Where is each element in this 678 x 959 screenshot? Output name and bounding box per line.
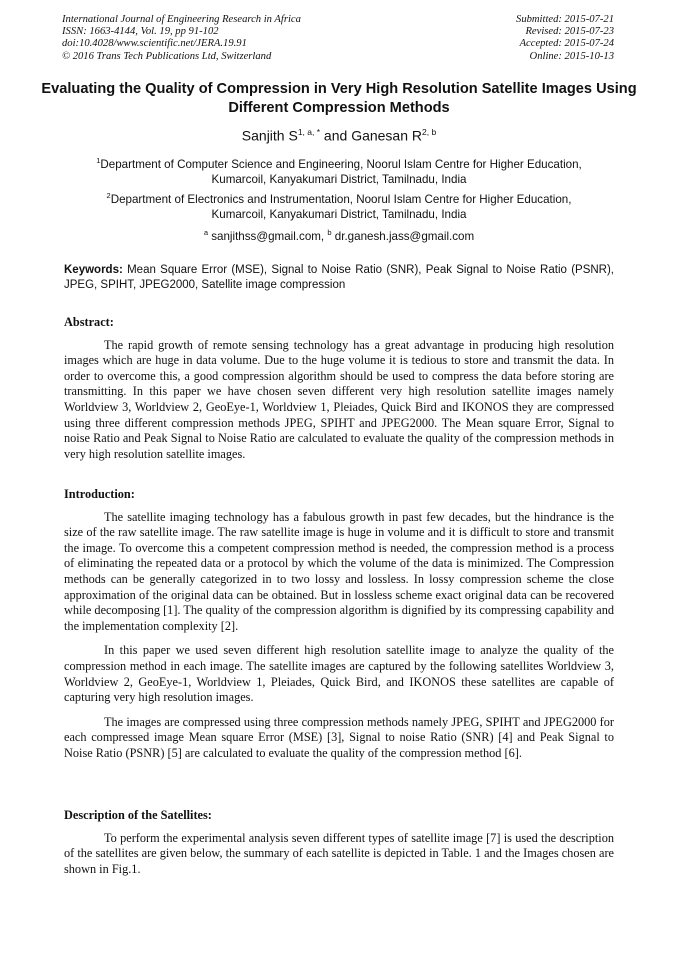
journal-header-right — [516, 14, 614, 63]
email-b-mark: b — [327, 228, 332, 237]
author-line — [0, 123, 678, 145]
satellite-description-section — [64, 808, 614, 886]
journal-header-left — [62, 14, 301, 63]
author-1-name: Sanjith S — [241, 127, 298, 144]
affiliation-1 — [40, 153, 638, 188]
introduction-heading: Introduction: — [64, 487, 135, 501]
affiliation-1-line1: Department of Computer Science and Engineering, Noorul Islam Centre for Higher Education, — [100, 157, 582, 171]
satellite-description-heading: Description of the Satellites: — [64, 808, 212, 822]
keywords-label: Keywords: — [64, 264, 123, 276]
email-b-link[interactable]: dr.ganesh.jass@gmail.com — [334, 229, 475, 243]
author-2-marks: 2, b — [422, 127, 437, 137]
keywords-block — [64, 263, 614, 293]
affiliation-2 — [40, 188, 638, 223]
date-accepted: Accepted: 2015-07-24 — [519, 38, 614, 50]
introduction-section — [64, 487, 614, 771]
journal-doi[interactable]: doi:10.4028/www.scientific.net/JERA.19.91 — [62, 38, 247, 50]
affiliation-1-line2: Kumarcoil, Kanyakumari District, Tamilnadu, India — [211, 173, 467, 187]
journal-copyright: © 2016 Trans Tech Publications Ltd, Switzerland — [62, 50, 272, 62]
affiliation-2-line1: Department of Electronics and Instrumentation, Noorul Islam Centre for Higher Education, — [110, 192, 572, 206]
author-conjunction: and — [320, 127, 352, 144]
journal-name: International Journal of Engineering Research in Africa — [62, 14, 301, 25]
abstract-heading: Abstract: — [64, 315, 114, 329]
date-online: Online: 2015-10-13 — [529, 50, 614, 62]
author-2-name: Ganesan R — [351, 127, 423, 144]
affiliation-1-mark: 1 — [96, 156, 101, 165]
date-revised: Revised: 2015-07-23 — [525, 26, 614, 38]
abstract-paragraph: The rapid growth of remote sensing technology has a great advantage in producing high resolution images which are huge in data volume. Due to the huge volume it is tedious to store and transmit the data. In order to overcome this, a good compression algorithm should be used to compress the data before storing are transmitting. In this paper we have chosen seven different very high resolution satellite images namely Worldview 3, Worldview 2, GeoEye-1, Worldview 1, Pleiades, Quick Bird and IKONOS they are compressed using three different compression methods JPEG, SPIHT and JPEG2000. The Mean square Error, Signal to noise Ratio and Peak Signal to Noise Ratio are calculated to evaluate the quality of the compression methods in very high resolution satellite images. — [64, 337, 614, 461]
satellite-description-paragraph: To perform the experimental analysis seven different types of satellite image [7] is used the description of the satellites are given below, the summary of each satellite is depicted in Table. 1 and the Images chosen are shown in Fig.1. — [64, 830, 614, 876]
affiliation-2-mark: 2 — [106, 191, 111, 200]
journal-issn: ISSN: 1663-4144, Vol. 19, pp 91-102 — [62, 26, 219, 38]
abstract-section — [64, 315, 614, 471]
keywords-text: Mean Square Error (MSE), Signal to Noise Ratio (SNR), Peak Signal to Noise Ratio (PSNR), JPEG, SPIHT, JPEG2000, Satellite image compression — [64, 264, 614, 291]
author-1-marks: 1, a, * — [297, 127, 321, 137]
email-a-link[interactable]: sanjithss@gmail.com, — [211, 229, 325, 243]
introduction-paragraph-2: In this paper we used seven different high resolution satellite image to analyze the quality of the compression method in each image. The satellite images are captured by the following satellites Worldview 3, Worldview 2, GeoEye-1, Worldview 1, Pleiades, Quick Bird, and IKONOS these satellites are capable of capturing very high resolution images. — [64, 643, 614, 705]
introduction-paragraph-3: The images are compressed using three compression methods namely JPEG, SPIHT and JPEG2000 for each compressed image Mean square Error (MSE) [3], Signal to noise Ratio (SNR) [4] and Peak Signal to Noise Ratio (PSNR) [5] are calculated to evaluate the quality of the compression method [6]. — [64, 714, 614, 760]
email-a-mark: a — [203, 228, 208, 237]
affiliation-2-line2: Kumarcoil, Kanyakumari District, Tamilnadu, India — [211, 208, 467, 222]
date-submitted: Submitted: 2015-07-21 — [516, 14, 614, 25]
author-emails — [40, 225, 638, 244]
introduction-paragraph-1: The satellite imaging technology has a fabulous growth in past few decades, but the hindrance is the size of the raw satellite image. The raw satellite image is huge in volume and it is difficult to store and transmit the image. To overcome this a competent compression method is needed, the compression method is a process of eliminating the repeated data or a protocol by which the volume of the data is minimized. The Compression methods can be generally categorized in to two lossy and lossless. In lossy compression scheme the close approximation of the original data can be obtained. But in lossless scheme exact original data can be recovered while decomposing [1]. The quality of the compression algorithm is dignified by its compressing capability and the implementation complexity [2]. — [64, 509, 614, 633]
paper-title: Evaluating the Quality of Compression in Very High Resolution Satellite Images Using Different Compression Methods — [41, 81, 637, 116]
